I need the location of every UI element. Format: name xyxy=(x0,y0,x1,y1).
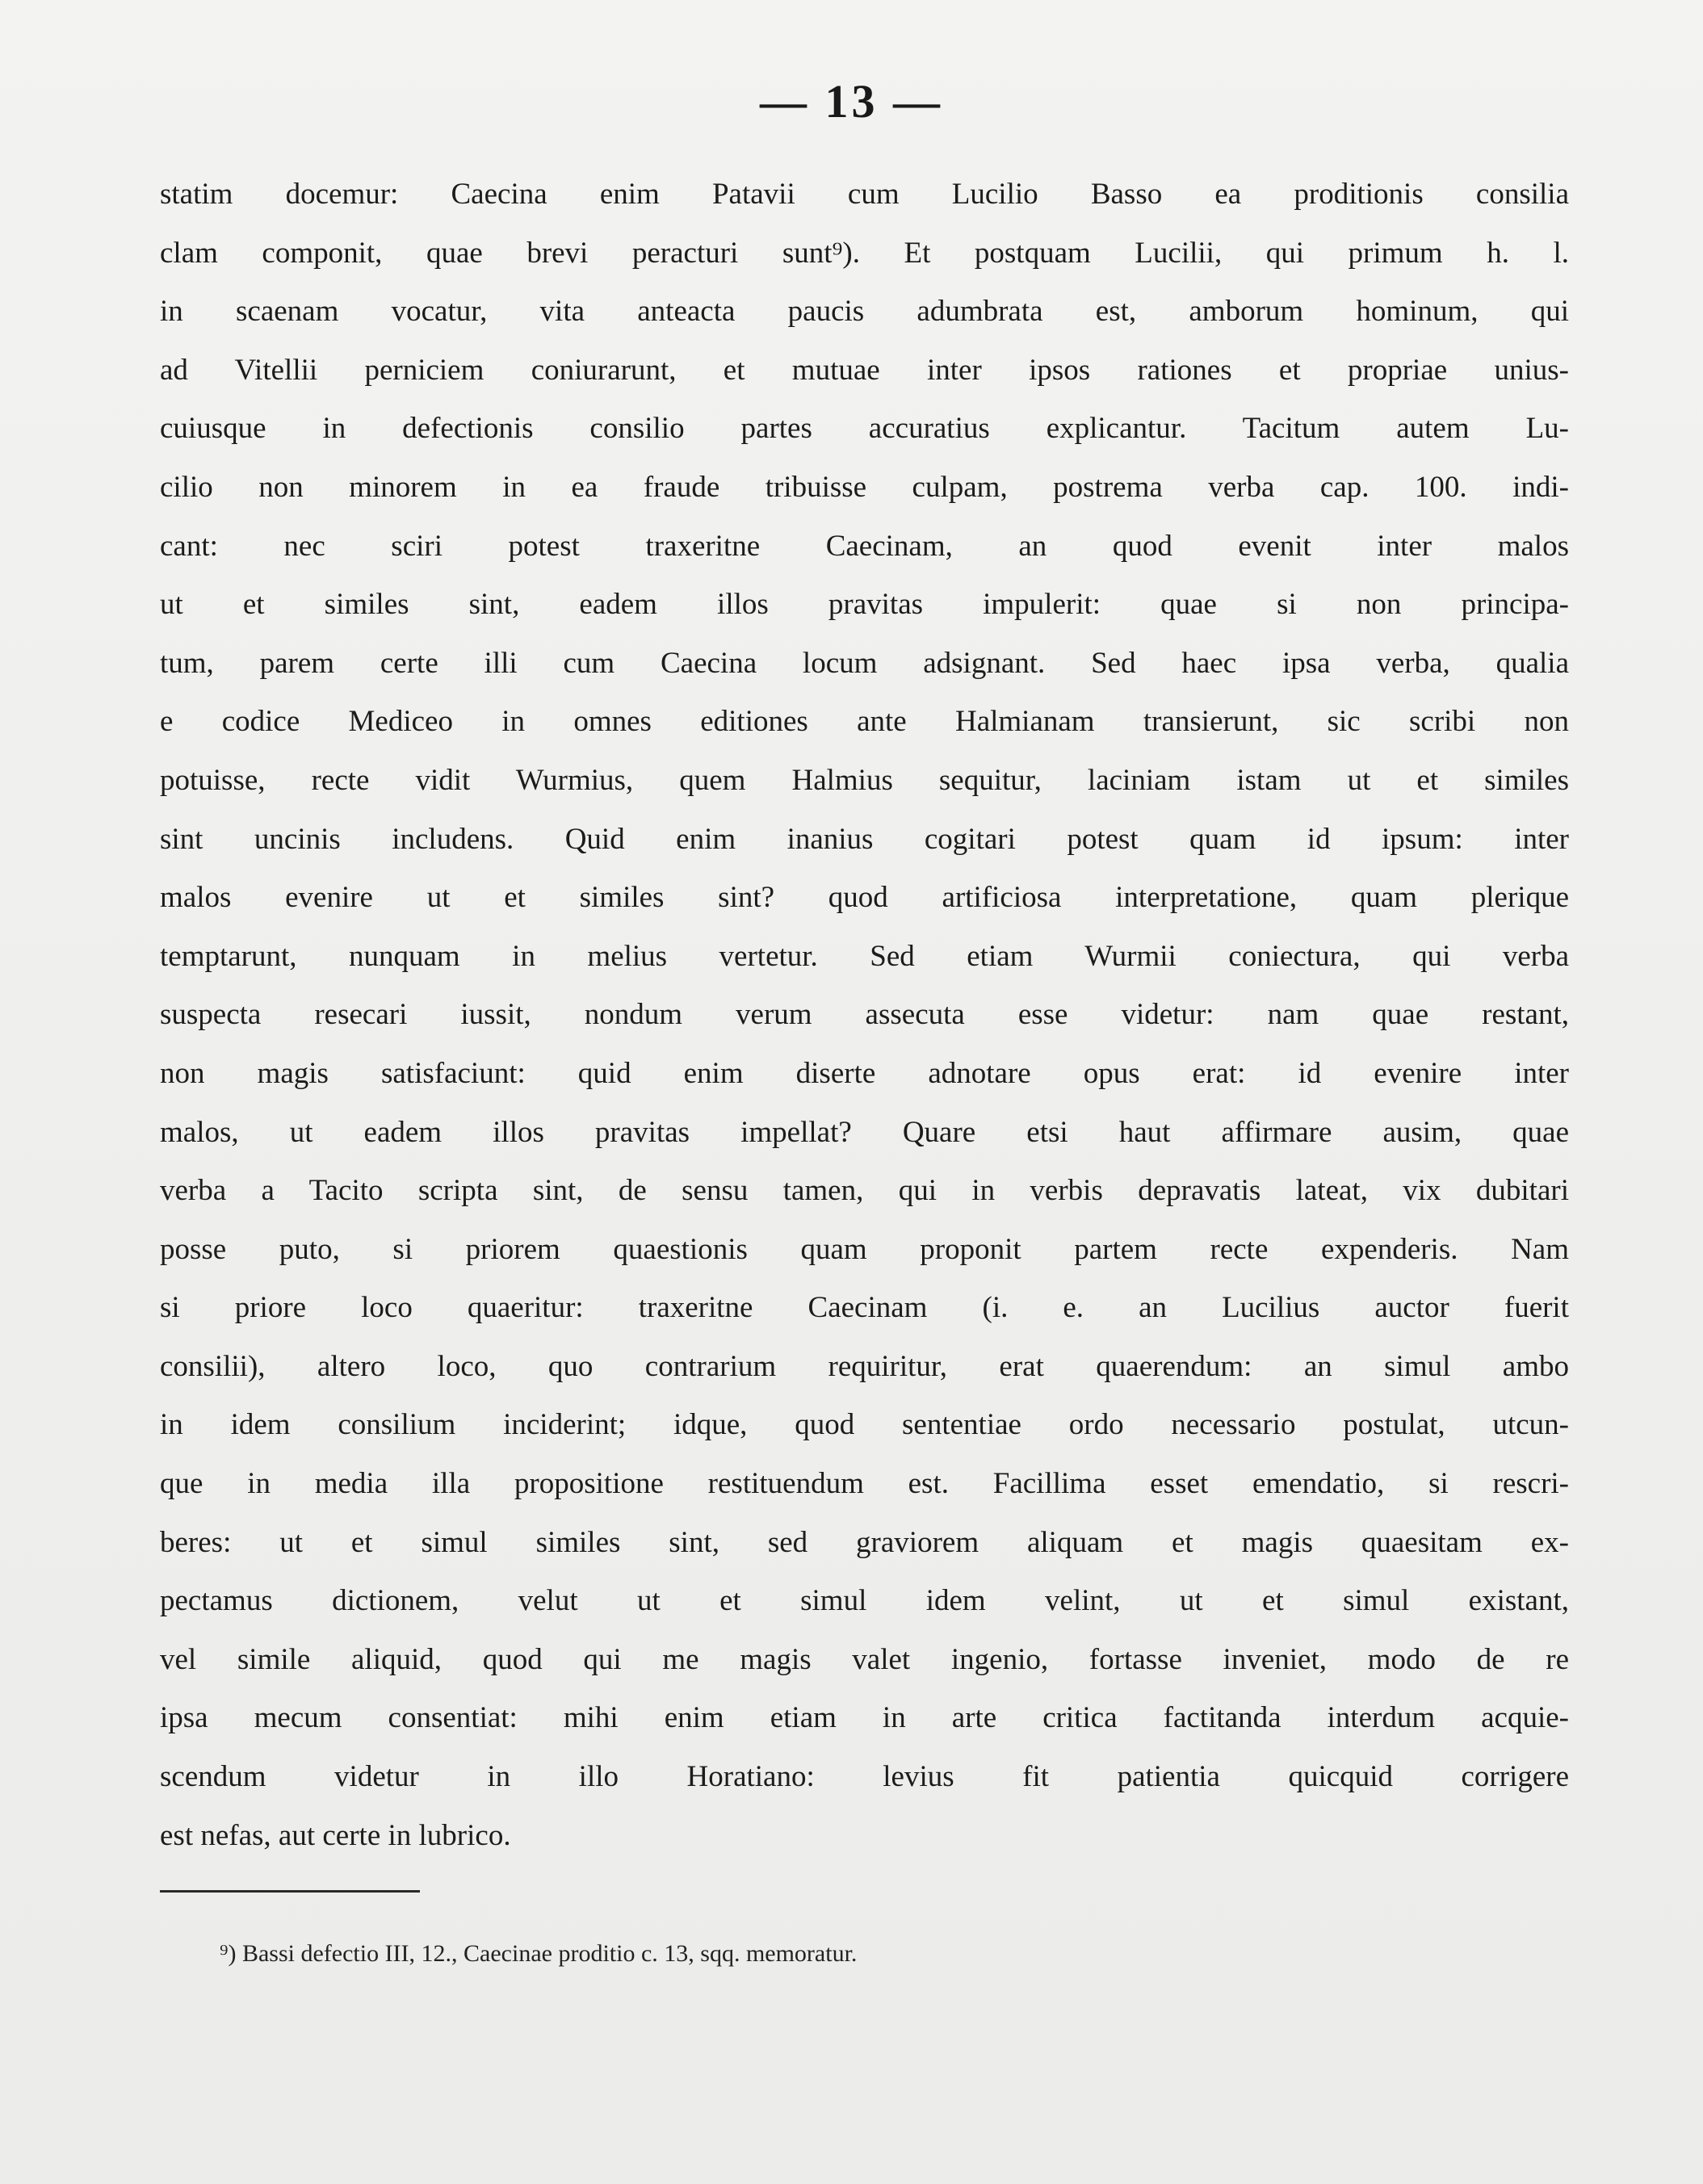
text-line: statim docemur: Caecina enim Patavii cum Lucilio Basso ea proditionis consilia xyxy=(160,178,1569,211)
text-line: pectamus dictionem, velut ut et simul idem velint, ut et simul existant, xyxy=(160,1584,1569,1618)
text-line: non magis satisfaciunt: quid enim diserte adnotare opus erat: id evenire inter xyxy=(160,1056,1569,1090)
text-line: cant: nec sciri potest traxeritne Caecinam, an quod evenit inter malos xyxy=(160,529,1569,563)
text-line: malos evenire ut et similes sint? quod artificiosa interpretatione, quam plerique xyxy=(160,881,1569,915)
text-line: verba a Tacito scripta sint, de sensu tamen, qui in verbis depravatis lateat, vix dubitari xyxy=(160,1174,1569,1208)
page-number-header: — 13 — xyxy=(760,75,943,128)
text-line: si priore loco quaeritur: traxeritne Caecinam (i. e. an Lucilius auctor fuerit xyxy=(160,1291,1569,1325)
text-line: potuisse, recte vidit Wurmius, quem Halmius sequitur, laciniam istam ut et similes xyxy=(160,763,1569,797)
text-line-last: est nefas, aut certe in lubrico. xyxy=(160,1818,511,1852)
footnote: ⁹) Bassi defectio III, 12., Caecinae proditio c. 13, sqq. memoratur. xyxy=(220,1940,858,1967)
body-text xyxy=(160,166,1569,1865)
text-line: consilii), altero loco, quo contrarium requiritur, erat quaerendum: an simul ambo xyxy=(160,1349,1569,1383)
text-line: cilio non minorem in ea fraude tribuisse culpam, postrema verba cap. 100. indi- xyxy=(160,470,1569,504)
text-line: temptarunt, nunquam in melius vertetur. Sed etiam Wurmii coniectura, qui verba xyxy=(160,939,1569,973)
text-line: suspecta resecari iussit, nondum verum assecuta esse videtur: nam quae restant, xyxy=(160,998,1569,1032)
text-line: cuiusque in defectionis consilio partes accuratius explicantur. Tacitum autem Lu- xyxy=(160,412,1569,446)
text-line: scendum videtur in illo Horatiano: levius fit patientia quicquid corrigere xyxy=(160,1760,1569,1794)
text-line: vel simile aliquid, quod qui me magis valet ingenio, fortasse inveniet, modo de re xyxy=(160,1642,1569,1676)
text-line: tum, parem certe illi cum Caecina locum adsignant. Sed haec ipsa verba, qualia xyxy=(160,646,1569,680)
text-line: que in media illa propositione restituendum est. Facillima esset emendatio, si rescri- xyxy=(160,1467,1569,1501)
text-line: beres: ut et simul similes sint, sed graviorem aliquam et magis quaesitam ex- xyxy=(160,1525,1569,1559)
text-line: ut et similes sint, eadem illos pravitas impulerit: quae si non principa- xyxy=(160,588,1569,622)
text-line: sint uncinis includens. Quid enim inanius cogitari potest quam id ipsum: inter xyxy=(160,822,1569,856)
text-line: malos, ut eadem illos pravitas impellat? Quare etsi haut affirmare ausim, quae xyxy=(160,1115,1569,1149)
text-line: ipsa mecum consentiat: mihi enim etiam in arte critica factitanda interdum acquie- xyxy=(160,1701,1569,1735)
text-line: clam componit, quae brevi peracturi sunt⁹). Et postquam Lucilii, qui primum h. l. xyxy=(160,236,1569,270)
text-line: in idem consilium inciderint; idque, quod sententiae ordo necessario postulat, utcun- xyxy=(160,1408,1569,1442)
text-line: ad Vitellii perniciem coniurarunt, et mutuae inter ipsos rationes et propriae unius- xyxy=(160,353,1569,387)
footnote-divider xyxy=(160,1890,420,1893)
text-line: posse puto, si priorem quaestionis quam proponit partem recte expenderis. Nam xyxy=(160,1232,1569,1266)
text-line: e codice Mediceo in omnes editiones ante Halmianam transierunt, sic scribi non xyxy=(160,705,1569,739)
text-line: in scaenam vocatur, vita anteacta paucis adumbrata est, amborum hominum, qui xyxy=(160,295,1569,329)
